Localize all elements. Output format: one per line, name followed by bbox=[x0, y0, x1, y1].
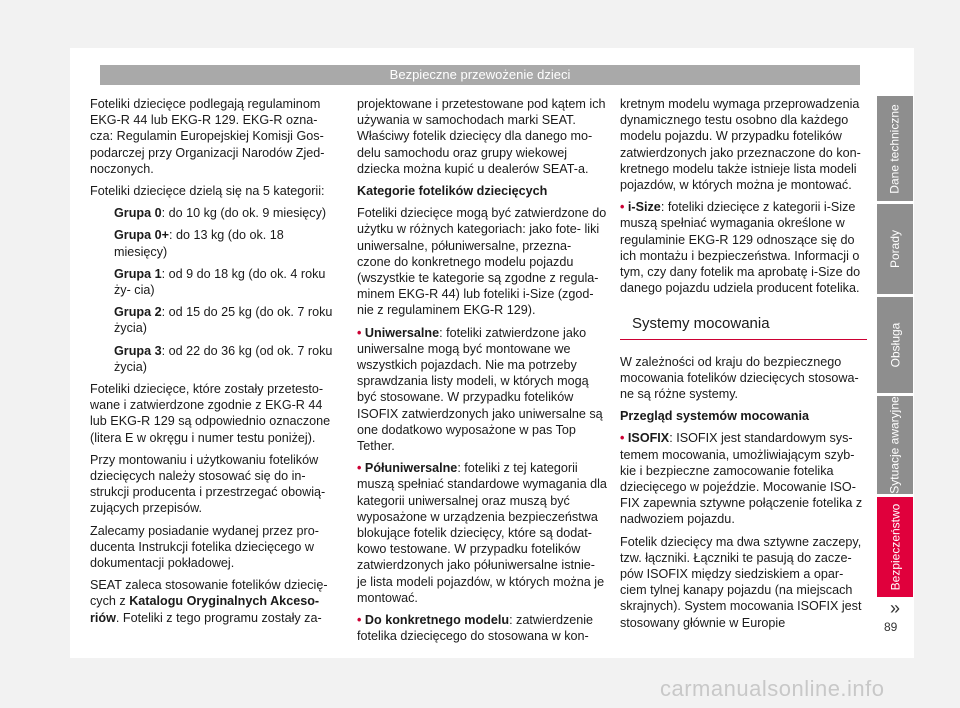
group-text: : od 22 do 36 kg (od ok. 7 roku życia) bbox=[114, 343, 333, 374]
paragraph: Foteliki dziecięce, które zostały przetesto- wane i zatwierdzone zgodnie z EKG-R 44 lub EKG-R 129 są odpowiednio oznaczone (litera E w okręgu i numer testu poniżej). bbox=[90, 382, 331, 445]
paragraph: Fotelik dziecięcy ma dwa sztywne zaczepy, tzw. łączniki. Łączniki te pasują do zacze- pów ISOFIX między siedziskiem a opar- ciem tylnej kanapy pojazdu (na miejscach skrajnych). System mocowania ISOFIX jest stosowany głównie w Europie bbox=[620, 534, 862, 630]
bullet-item bbox=[620, 199, 865, 296]
group-item bbox=[90, 205, 340, 221]
group-item bbox=[90, 304, 340, 336]
column-1 bbox=[90, 96, 340, 632]
paragraph: Foteliki dziecięce mogą być zatwierdzone do użytku w różnych kategoriach: jako fote- liki uniwersalne, półuniwersalne, przezna- czone do konkretnego modelu pojazdu (wszystkie te kategorie są zgodne z regula- minem EKG-R 44) lub foteliki i-Size (zgod- nie z regulaminem EKG-R 129). bbox=[357, 206, 607, 318]
bullet-icon: • bbox=[357, 325, 362, 340]
tab-label: Obsługa bbox=[888, 322, 903, 368]
bullet-label: Do konkretnego modelu bbox=[364, 613, 510, 628]
tab-bezpieczenstwo[interactable] bbox=[877, 497, 913, 597]
tab-dane-techniczne[interactable] bbox=[877, 96, 913, 201]
group-item bbox=[90, 227, 340, 259]
bullet-icon: • bbox=[357, 613, 362, 628]
group-item bbox=[90, 266, 340, 298]
tab-label: Sytuacje awaryjne bbox=[888, 396, 903, 494]
subheading: Przegląd systemów mocowania bbox=[620, 409, 809, 424]
tab-label: Porady bbox=[888, 229, 902, 269]
bullet-item bbox=[357, 460, 607, 606]
column-2 bbox=[357, 96, 607, 651]
paragraph: Foteliki dziecięce podlegają regulaminom EKG-R 44 lub EKG-R 129. EKG-R ozna- cza: Regulamin Europejskiej Komisji Gos- podarczej przy Organizacji Narodów Zjed- noczonych. bbox=[90, 97, 325, 176]
column-3 bbox=[620, 96, 865, 637]
paragraph: Przy montowaniu i użytkowaniu fotelików dziecięcych należy stosować się do in- strukcji producenta i przestrzegać obowią- zujących przepisów. bbox=[90, 452, 326, 516]
catalog-name: Katalogu Oryginalnych Akceso- riów bbox=[90, 594, 320, 625]
group-text: : od 15 do 25 kg (do ok. 7 roku życia) bbox=[114, 305, 333, 336]
group-label: Grupa 1 bbox=[114, 266, 162, 281]
bullet-text: : foteliki z tej kategorii muszą spełniać standardowe wymagania dla kategorii uniwersalnej oraz muszą być wyposażone w urządzenia bezpieczeństwa blokujące fotelik dziecięcy, które są dodat- kowo testowane. W przypadku fotelików zatwierdzonych jako półuniwersalne istnie- je lista modeli pojazdów, w których można je montować. bbox=[357, 461, 607, 605]
group-label: Grupa 2 bbox=[114, 305, 162, 320]
tab-label: Bezpieczeństwo bbox=[888, 503, 902, 591]
tab-sytuacje-awaryjne[interactable] bbox=[877, 396, 913, 494]
chapter-tabs bbox=[877, 96, 913, 600]
bullet-icon: • bbox=[357, 461, 362, 476]
bullet-text: : zatwierdzenie fotelika dziecięcego do stosowana w kon- bbox=[357, 613, 594, 644]
paragraph: kretnym modelu wymaga przeprowadzenia dynamicznego testu osobno dla każdego modelu pojazdu. W przypadku fotelików zatwierdzonych jako przeznaczone do kon- kretnego modelu także istnieje lista modeli pojazdów, w których można je montować. bbox=[620, 97, 861, 193]
paragraph: Zalecamy posiadanie wydanej przez pro- ducenta Instrukcji fotelika dziecięcego w dokumentacji pokładowej. bbox=[90, 523, 319, 571]
paragraph: Foteliki dziecięce dzielą się na 5 kategorii: bbox=[90, 184, 325, 199]
continue-arrow-icon: » bbox=[890, 598, 901, 618]
bullet-item bbox=[357, 612, 607, 644]
tab-label: Dane techniczne bbox=[888, 103, 903, 194]
paragraph: projektowane i przetestowane pod kątem ich używania w samochodach marki SEAT. Właściwy fotelik dziecięcy dla danego mo- delu samochodu oraz grupy wiekowej dziecka można kupić u dealerów SEAT-a. bbox=[357, 97, 606, 176]
tab-porady[interactable] bbox=[877, 204, 913, 294]
bullet-icon: • bbox=[620, 431, 625, 446]
bullet-label: Półuniwersalne bbox=[364, 461, 458, 476]
bullet-label: i-Size bbox=[627, 200, 661, 215]
tab-obsluga[interactable] bbox=[877, 297, 913, 393]
bullet-label: Uniwersalne bbox=[364, 325, 440, 340]
group-item bbox=[90, 343, 340, 375]
watermark: carmanualsonline.info bbox=[660, 676, 885, 701]
section-title: Systemy mocowania bbox=[620, 310, 867, 339]
group-text: : od 9 do 18 kg (do ok. 4 roku ży- cia) bbox=[114, 266, 326, 298]
group-label: Grupa 0 bbox=[114, 206, 162, 221]
bullet-label: ISOFIX bbox=[627, 431, 670, 446]
subheading: Kategorie fotelików dziecięcych bbox=[357, 184, 548, 199]
text-run: . Foteliki z tego programu zostały za- bbox=[115, 610, 322, 625]
bullet-item bbox=[620, 430, 865, 527]
text-run: SEAT zaleca stosowanie fotelików dziecię- cych z bbox=[90, 578, 328, 609]
group-label: Grupa 3 bbox=[114, 343, 162, 358]
group-text: : do 13 kg (do ok. 18 miesięcy) bbox=[114, 228, 284, 259]
bullet-item bbox=[357, 325, 607, 455]
bullet-text: : foteliki zatwierdzone jako uniwersalne mogą być montowane we wszystkich pojazdach. Nie ma potrzeby sprawdzania listy modeli, w których mogą być stosowane. W przypadku fotelików ISOFIX zatwierdzonych jako uniwersalne są one dodatkowo wyposażone w pas Top Tether. bbox=[357, 325, 603, 454]
group-text: : do 10 kg (do ok. 9 miesięcy) bbox=[161, 206, 327, 221]
paragraph bbox=[90, 577, 340, 626]
page-number: 89 bbox=[884, 620, 898, 634]
group-label: Grupa 0+ bbox=[114, 228, 169, 243]
page-header: Bezpieczne przewożenie dzieci bbox=[100, 65, 860, 85]
bullet-text: : ISOFIX jest standardowym sys- temem mocowania, umożliwiającym szyb- kie i bezpieczne zamocowanie fotelika dziecięcego w pojeździe. Mocowanie ISO- FIX zapewnia sztywne połączenie fotelika z nadwoziem pojazdu. bbox=[620, 431, 863, 527]
paragraph: W zależności od kraju do bezpiecznego mocowania fotelików dziecięcych stosowa- ne są różne systemy. bbox=[620, 354, 859, 402]
bullet-icon: • bbox=[620, 200, 625, 215]
bullet-text: : foteliki dziecięce z kategorii i-Size muszą spełniać wymagania określone w regulaminie EKG-R 129 odnoszące się do ich montażu i bezpieczeństwa. Informacji o tym, czy dany fotelik ma aprobatę i-Size do danego pojazdu udziela producent fotelika. bbox=[620, 200, 861, 296]
